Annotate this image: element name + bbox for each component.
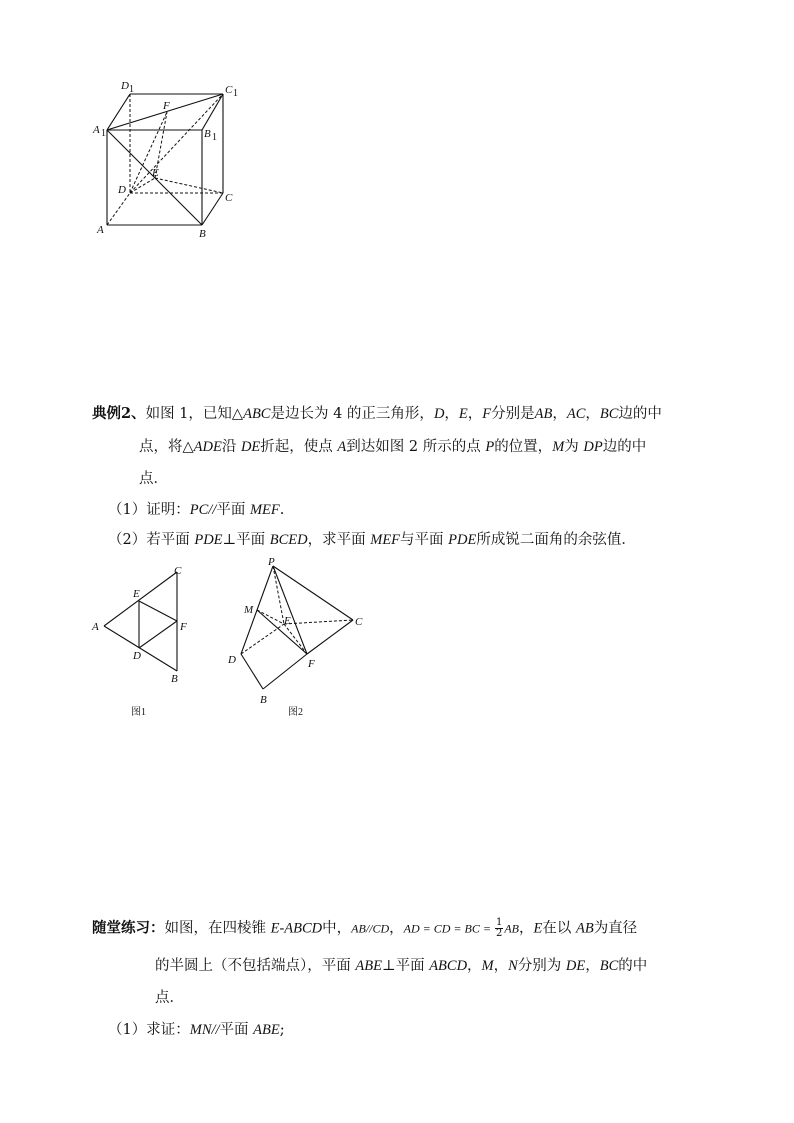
fig1-caption: 图1 (131, 707, 146, 718)
fig2-label-e: E (284, 615, 291, 627)
label-c: C (225, 192, 233, 204)
practice-line1: 随堂练习：如图，在四棱锥 E-ABCD中，AB//CD，AD = CD = BC = $\frac{1}{2}$ AB，E在以 AB为直径 (92, 917, 638, 939)
practice-question1: （1）求证：MN//平面 ABE; (108, 1022, 285, 1038)
example2-line2: 点，将△ADE沿 DE折起，使点 A到达如图 2 所示的点 P的位置，M为 DP边的中 (139, 439, 647, 455)
fig2-label-d: D (228, 654, 236, 666)
label-a1: A (93, 124, 100, 136)
fig1-label-a: A (92, 621, 99, 633)
fig2-label-c: C (355, 616, 363, 628)
svg-text:1: 1 (101, 128, 106, 139)
cube-figure (90, 75, 250, 240)
triangle-figures (88, 556, 378, 726)
label-c1: C (225, 84, 233, 96)
label-b: B (199, 228, 206, 240)
fig2-label-p: P (268, 556, 275, 568)
fig2-caption: 图2 (288, 707, 303, 718)
fig2-label-f: F (308, 658, 315, 670)
label-d1: D (121, 80, 129, 92)
fig2-label-m: M (244, 604, 254, 616)
fig1-label-d: D (133, 650, 141, 662)
label-f: F (163, 100, 170, 112)
practice-title: 随堂练习： (92, 919, 165, 937)
example2-question2: （2）若平面 PDE⊥平面 BCED，求平面 MEF与平面 PDE所成锐二面角的余弦值． (108, 532, 636, 548)
practice-line2: 的半圆上（不包括端点），平面 ABE⊥平面 ABCD，M，N分别为 DE，BC的中 (155, 958, 648, 974)
practice-line3: 点． (155, 990, 184, 1006)
fig2-label-b: B (260, 694, 267, 706)
example2-line3: 点． (139, 471, 168, 487)
fig1-label-e: E (133, 588, 140, 600)
fraction-one-half: $\frac{1}{2}$ (495, 917, 503, 939)
label-d: D (118, 184, 126, 196)
example2-title: 典例2、 (92, 405, 146, 422)
label-e: E (152, 167, 159, 179)
fig1-label-f: F (180, 621, 187, 633)
svg-text:1: 1 (212, 132, 217, 143)
fig1-label-c: C (174, 565, 182, 577)
svg-text:1: 1 (129, 84, 134, 95)
svg-text:1: 1 (233, 88, 238, 99)
label-a: A (97, 224, 104, 236)
example2-question1: （1）证明：PC//平面 MEF. (108, 502, 285, 518)
fig1-label-b: B (171, 673, 178, 685)
example2-line1: 典例2、如图 1，已知△ABC是边长为 4 的正三角形，D，E，F分别是AB，AC，BC边的中 (92, 405, 662, 422)
label-b1: B (204, 128, 211, 140)
